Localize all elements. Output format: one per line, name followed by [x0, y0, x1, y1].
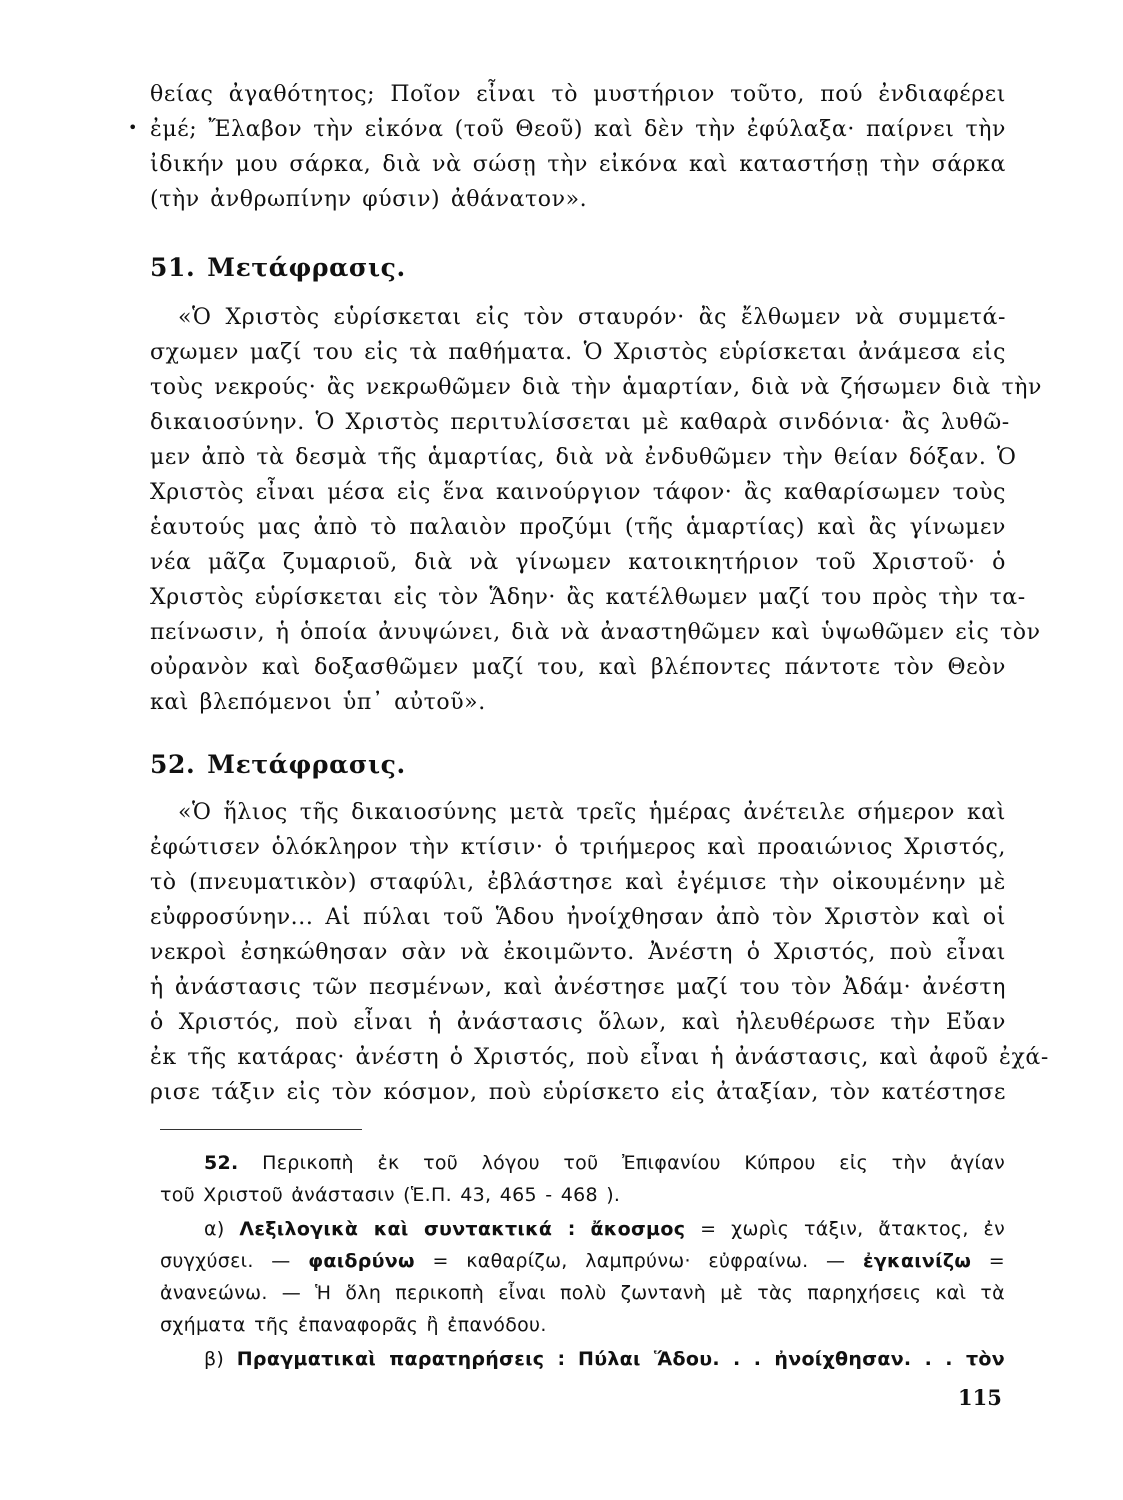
text-line: τοὺς νεκρούς· ἂς νεκρωθῶμεν διὰ τὴν ἁμαρτίαν, διὰ νὰ ζήσωμεν διὰ τὴν [150, 375, 1043, 400]
footnote-term: ἄκοσμος [590, 1218, 686, 1240]
footnote-text: = καθαρίζω, λαμπρύνω· εὐφραίνω. — [432, 1250, 846, 1272]
text-line: ἑαυτούς μας ἀπὸ τὸ παλαιὸν προζύμι (τῆς ἁμαρτίας) καὶ ἂς γίνωμεν [150, 515, 1006, 540]
text-line: ἰδικήν μου σάρκα, διὰ νὰ σώσῃ τὴν εἰκόνα καὶ καταστήσῃ τὴν σάρκα [150, 152, 1006, 177]
footnote-label: β) [204, 1348, 225, 1370]
text-line: ὁ Χριστός, ποὺ εἶναι ἡ ἀνάστασις ὅλων, καὶ ἠλευθέρωσε τὴν Εὔαν [150, 1010, 1006, 1035]
footnote-term: φαιδρύνω [308, 1250, 415, 1272]
page-number: 115 [958, 1385, 1002, 1410]
footnote-line: σχήματα τῆς ἐπαναφορᾶς ἢ ἐπανόδου. [160, 1314, 547, 1336]
text-line: ἡ ἀνάστασις τῶν πεσμένων, καὶ ἀνέστησε μαζί του τὸν Ἀδάμ· ἀνέστη [150, 975, 1006, 1000]
text-line: μεν ἀπὸ τὰ δεσμὰ τῆς ἁμαρτίας, διὰ νὰ ἐνδυθῶμεν τὴν θείαν δόξαν. Ὁ [150, 445, 1017, 470]
section-title: Μετάφρασις. [207, 750, 406, 779]
footnote-text: συγχύσει. — [160, 1250, 291, 1272]
text-line: καὶ βλεπόμενοι ὑπ᾽ αὐτοῦ». [150, 690, 486, 715]
section-52-heading [150, 750, 406, 779]
section-51-heading [150, 253, 406, 282]
footnote-line: ἀνανεώνω. — Ἡ ὅλη περικοπὴ εἶναι πολὺ ζωντανὴ μὲ τὰς παρηχήσεις καὶ τὰ [160, 1282, 1005, 1304]
text-line: θείας ἀγαθότητος; Ποῖον εἶναι τὸ μυστήριον τοῦτο, πού ἐνδιαφέρει [150, 82, 1006, 107]
text-line: «Ὁ ἥλιος τῆς δικαιοσύνης μετὰ τρεῖς ἡμέρας ἀνέτειλε σήμερον καὶ [178, 800, 1006, 825]
footnote-text: Περικοπὴ ἐκ τοῦ λόγου τοῦ Ἐπιφανίου Κύπρου εἰς τὴν ἁγίαν [262, 1152, 1006, 1174]
section-number: 51. [150, 253, 196, 282]
text-line: Χριστὸς εὑρίσκεται εἰς τὸν Ἅδην· ἂς κατέλθωμεν μαζί του πρὸς τὴν τα- [150, 585, 1026, 610]
footnote-label: α) [204, 1218, 225, 1240]
text-line: (τὴν ἀνθρωπίνην φύσιν) ἀθάνατον». [150, 187, 588, 212]
footnote-text: = χωρὶς τάξιν, ἄτακτος, ἐν [700, 1218, 1005, 1240]
footnote-heading: Λεξιλογικὰ καὶ συντακτικά : [239, 1218, 576, 1240]
text-line: εὐφροσύνην... Αἱ πύλαι τοῦ Ἅδου ἠνοίχθησαν ἀπὸ τὸν Χριστὸν καὶ οἱ [150, 905, 1006, 930]
text-line: δικαιοσύνην. Ὁ Χριστὸς περιτυλίσσεται μὲ καθαρὰ σινδόνια· ἂς λυθῶ- [150, 410, 1010, 435]
footnote-term: ἐγκαινίζω [862, 1250, 972, 1272]
margin-mark: • [128, 118, 138, 137]
text-line: τὸ (πνευματικὸν) σταφύλι, ἐβλάστησε καὶ ἐγέμισε τὴν οἰκουμένην μὲ [150, 870, 1006, 895]
footnote-line [204, 1152, 1005, 1174]
text-line: Χριστὸς εἶναι μέσα εἰς ἕνα καινούργιον τάφον· ἂς καθαρίσωμεν τοὺς [150, 480, 1006, 505]
text-line: ρισε τάξιν εἰς τὸν κόσμον, ποὺ εὑρίσκετο εἰς ἀταξίαν, τὸν κατέστησε [150, 1080, 1006, 1105]
footnote-text: Πύλαι Ἅδου. . . ἠνοίχθησαν. . . τὸν [578, 1348, 1005, 1370]
text-line: ἐφώτισεν ὁλόκληρον τὴν κτίσιν· ὁ τριήμερος καὶ προαιώνιος Χριστός, [150, 835, 1006, 860]
text-line: ἐμέ; Ἔλαβον τὴν εἰκόνα (τοῦ Θεοῦ) καὶ δὲν τὴν ἐφύλαξα· παίρνει τὴν [150, 117, 1006, 142]
footnote-line [160, 1250, 1005, 1272]
text-line: «Ὁ Χριστὸς εὑρίσκεται εἰς τὸν σταυρόν· ἂς ἔλθωμεν νὰ συμμετά- [178, 305, 1006, 330]
text-line: οὐρανὸν καὶ δοξασθῶμεν μαζί του, καὶ βλέποντες πάντοτε τὸν Θεὸν [150, 655, 1006, 680]
section-number: 52. [150, 750, 196, 779]
text-line: νέα μᾶζα ζυμαριοῦ, διὰ νὰ γίνωμεν κατοικητήριον τοῦ Χριστοῦ· ὁ [150, 550, 1006, 575]
footnote-ref-number: 52. [204, 1152, 239, 1174]
footnote-heading: Πραγματικαὶ παρατηρήσεις : [236, 1348, 566, 1370]
text-line: νεκροὶ ἐσηκώθησαν σὰν νὰ ἐκοιμῶντο. Ἀνέστη ὁ Χριστός, ποὺ εἶναι [150, 940, 1006, 965]
footnote-line [204, 1218, 1005, 1240]
text-line: πείνωσιν, ἡ ὁποία ἀνυψώνει, διὰ νὰ ἀναστηθῶμεν καὶ ὑψωθῶμεν εἰς τὸν [150, 620, 1041, 645]
footnote-rule [160, 1129, 362, 1130]
footnote-text: = [988, 1250, 1006, 1272]
footnote-line: τοῦ Χριστοῦ ἀνάστασιν (Ἑ.Π. 43, 465 - 468 ). [160, 1184, 621, 1206]
text-line: ἐκ τῆς κατάρας· ἀνέστη ὁ Χριστός, ποὺ εἶναι ἡ ἀνάστασις, καὶ ἀφοῦ ἐχά- [150, 1045, 1049, 1070]
section-title: Μετάφρασις. [207, 253, 406, 282]
footnote-line [204, 1348, 1005, 1370]
text-line: σχωμεν μαζί του εἰς τὰ παθήματα. Ὁ Χριστὸς εὑρίσκεται ἀνάμεσα εἰς [150, 340, 1006, 365]
